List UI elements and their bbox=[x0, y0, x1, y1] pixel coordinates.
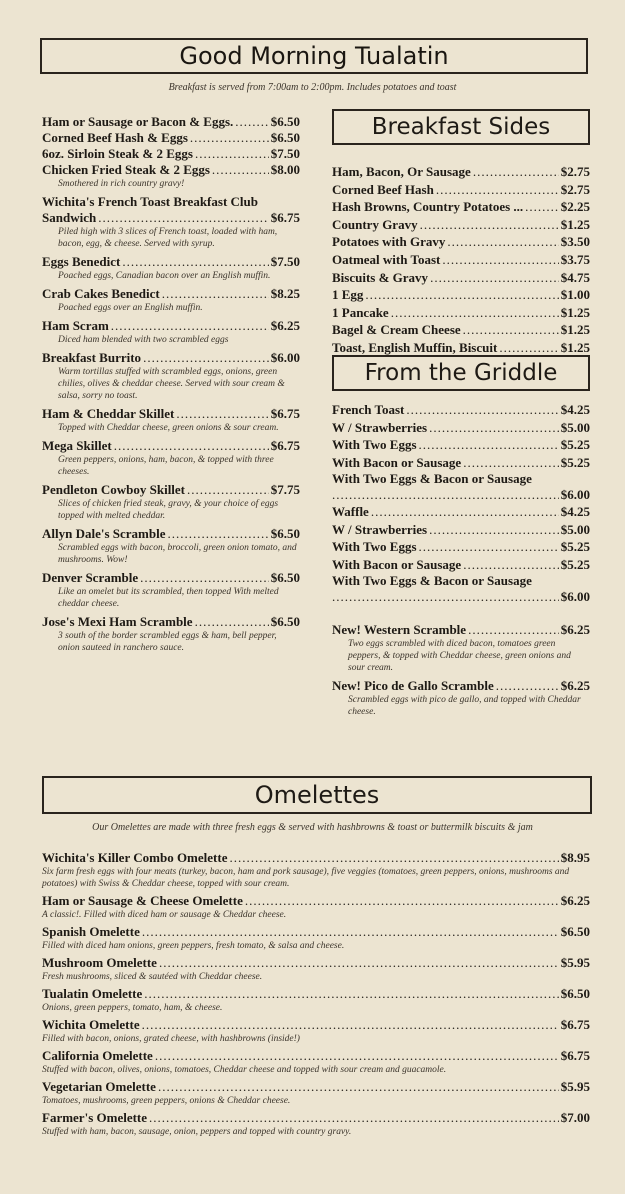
leader-dots bbox=[525, 198, 559, 216]
item-price: $4.75 bbox=[560, 269, 590, 285]
item-price: $5.25 bbox=[560, 437, 590, 452]
menu-item bbox=[42, 254, 300, 270]
menu-item bbox=[42, 146, 300, 162]
item-description: Filled with bacon, onions, grated cheese, with hashbrowns (inside!) bbox=[42, 1034, 300, 1044]
hours-note: Breakfast is served from 7:00am to 2:00pm. Includes potatoes and toast bbox=[168, 82, 457, 93]
leader-dots bbox=[406, 401, 558, 419]
menu-item bbox=[42, 526, 300, 542]
item-price: $5.00 bbox=[560, 419, 590, 435]
item-name: Potatoes with Gravy bbox=[332, 234, 446, 250]
leader-dots bbox=[419, 436, 559, 454]
menu-item bbox=[42, 286, 300, 302]
item-name: Wichita Omelette bbox=[42, 1017, 140, 1032]
item-name: Breakfast Burrito bbox=[42, 350, 142, 365]
leader-dots bbox=[229, 850, 558, 866]
item-name: Mushroom Omelette bbox=[42, 955, 157, 970]
menu-item bbox=[332, 181, 590, 199]
menu-item-price-line bbox=[332, 487, 590, 503]
item-description: Diced ham blended with two scrambled eggs bbox=[58, 335, 229, 345]
item-price: $2.25 bbox=[560, 199, 590, 215]
item-description: Warm tortillas stuffed with scrambled eggs, onions, green chilies, olives & cheddar cheese. Served with sour cream & salsa, sorry no toast. bbox=[58, 367, 285, 401]
item-price: $5.25 bbox=[560, 454, 590, 470]
menu-item bbox=[332, 521, 590, 539]
item-name: New! Western Scramble bbox=[332, 622, 467, 637]
item-price: $6.25 bbox=[560, 622, 590, 637]
item-name: French Toast bbox=[332, 402, 405, 417]
menu-item bbox=[42, 482, 300, 498]
item-price: $6.25 bbox=[270, 318, 300, 333]
item-name: 1 Pancake bbox=[332, 304, 389, 320]
item-price: $7.75 bbox=[270, 482, 300, 497]
menu-item bbox=[332, 436, 590, 454]
item-description: Slices of chicken fried steak, gravy, & your choice of eggs topped with melted cheddar. bbox=[58, 499, 279, 521]
item-price: $6.00 bbox=[560, 589, 590, 604]
item-price: $8.25 bbox=[270, 286, 300, 301]
item-price: $6.00 bbox=[560, 487, 590, 502]
item-price: $1.25 bbox=[560, 322, 590, 338]
leader-dots bbox=[142, 1017, 559, 1033]
item-price: $6.75 bbox=[560, 1048, 590, 1063]
item-name: With Two Eggs bbox=[332, 539, 417, 554]
item-price: $5.95 bbox=[560, 1079, 590, 1094]
menu-item bbox=[42, 893, 590, 909]
item-price: $5.25 bbox=[560, 539, 590, 554]
item-price: $6.75 bbox=[270, 406, 300, 421]
leader-dots bbox=[332, 487, 559, 503]
item-description: Poached eggs over an English muffin. bbox=[58, 303, 203, 313]
leader-dots bbox=[144, 986, 558, 1002]
menu-item bbox=[332, 678, 590, 694]
item-description: Poached eggs, Canadian bacon over an English muffin. bbox=[58, 271, 271, 281]
item-name: Country Gravy bbox=[332, 216, 418, 232]
item-name: California Omelette bbox=[42, 1048, 153, 1063]
item-name: Ham or Sausage & Cheese Omelette bbox=[42, 893, 243, 908]
item-price: $6.50 bbox=[270, 526, 300, 541]
item-price: $6.50 bbox=[270, 614, 300, 629]
leader-dots bbox=[468, 622, 559, 638]
item-name-line: Wichita's French Toast Breakfast Club bbox=[42, 194, 258, 209]
leader-dots bbox=[159, 955, 559, 971]
menu-item bbox=[332, 401, 590, 419]
item-name: Denver Scramble bbox=[42, 570, 139, 585]
menu-item bbox=[332, 339, 590, 357]
omelettes-heading: Omelettes bbox=[42, 776, 592, 814]
item-description: Green peppers, onions, ham, bacon, & topped with three cheeses. bbox=[58, 455, 274, 477]
item-price: $4.25 bbox=[560, 504, 590, 519]
new-items-section bbox=[332, 622, 590, 722]
item-price: $2.75 bbox=[560, 164, 590, 179]
item-name: 6oz. Sirloin Steak & 2 Eggs bbox=[42, 146, 193, 161]
menu-item bbox=[42, 924, 590, 940]
sides-heading: Breakfast Sides bbox=[332, 109, 590, 145]
menu-item bbox=[332, 216, 590, 234]
leader-dots bbox=[463, 454, 559, 472]
leader-dots bbox=[496, 678, 559, 694]
item-name-line: With Two Eggs & Bacon or Sausage bbox=[332, 471, 532, 486]
page-title: Good Morning Tualatin bbox=[40, 38, 588, 74]
menu-item bbox=[42, 1110, 590, 1126]
leader-dots bbox=[122, 254, 268, 270]
item-name: Sandwich bbox=[42, 210, 97, 225]
leader-dots bbox=[365, 286, 558, 304]
item-description: Two eggs scrambled with diced bacon, tomatoes green peppers, & topped with Cheddar cheese, green onions and sour cream. bbox=[348, 639, 571, 673]
leader-dots bbox=[419, 538, 559, 556]
griddle-section bbox=[332, 355, 590, 605]
menu-item bbox=[42, 130, 300, 146]
menu-item bbox=[42, 162, 300, 178]
item-price: $5.25 bbox=[560, 556, 590, 572]
item-name: Vegetarian Omelette bbox=[42, 1079, 156, 1094]
item-name: Allyn Dale's Scramble bbox=[42, 526, 166, 541]
item-name: Eggs Benedict bbox=[42, 254, 121, 269]
leader-dots bbox=[149, 1110, 559, 1126]
menu-item bbox=[332, 251, 590, 269]
menu-item bbox=[42, 406, 300, 422]
item-price: $6.50 bbox=[270, 114, 300, 129]
item-name: Pendleton Cowboy Skillet bbox=[42, 482, 186, 497]
menu-item bbox=[332, 286, 590, 304]
omelettes-intro: Our Omelettes are made with three fresh eggs & served with hashbrowns & toast or buttermilk biscuits & jam bbox=[92, 822, 533, 833]
item-name: Chicken Fried Steak & 2 Eggs bbox=[42, 162, 210, 177]
item-price: $6.25 bbox=[560, 893, 590, 908]
item-name: New! Pico de Gallo Scramble bbox=[332, 678, 494, 693]
menu-item bbox=[42, 614, 300, 630]
item-description: Fresh mushrooms, sliced & sautéed with Cheddar cheese. bbox=[42, 972, 263, 982]
item-price: $6.25 bbox=[560, 678, 590, 693]
leader-dots bbox=[429, 521, 559, 539]
item-description: Topped with Cheddar cheese, green onions & sour cream. bbox=[58, 423, 279, 433]
leader-dots bbox=[447, 233, 558, 251]
menu-item bbox=[42, 210, 300, 226]
griddle-list bbox=[332, 401, 590, 605]
menu-item bbox=[332, 163, 590, 181]
item-price: $8.95 bbox=[560, 850, 590, 865]
item-price: $7.50 bbox=[270, 146, 300, 161]
item-description: A classic!. Filled with diced ham or sausage & Cheddar cheese. bbox=[42, 910, 287, 920]
item-name: Mega Skillet bbox=[42, 438, 112, 453]
leader-dots bbox=[499, 339, 558, 357]
item-description: Like an omelet but its scrambled, then topped With melted cheddar cheese. bbox=[58, 587, 279, 609]
item-name: W / Strawberries bbox=[332, 419, 428, 435]
item-name: Crab Cakes Benedict bbox=[42, 286, 160, 301]
omelettes-list bbox=[42, 850, 590, 1141]
item-name: Waffle bbox=[332, 504, 369, 519]
leader-dots bbox=[442, 251, 558, 269]
item-price: $6.75 bbox=[560, 1017, 590, 1032]
item-name: Wichita's Killer Combo Omelette bbox=[42, 850, 228, 865]
item-price: $5.00 bbox=[560, 521, 590, 537]
item-price: $1.25 bbox=[560, 339, 590, 355]
item-description: Onions, green peppers, tomato, ham, & cheese. bbox=[42, 1003, 223, 1013]
leader-dots bbox=[162, 286, 269, 302]
item-price: $3.50 bbox=[560, 234, 590, 250]
item-description: Piled high with 3 slices of French toast, loaded with ham, bacon, egg, & cheese. Served with syrup. bbox=[58, 227, 278, 249]
item-name-line: With Two Eggs & Bacon or Sausage bbox=[332, 573, 532, 588]
item-price: $1.25 bbox=[560, 216, 590, 232]
menu-item bbox=[42, 986, 590, 1002]
leader-dots bbox=[142, 924, 559, 940]
item-price: $6.75 bbox=[270, 438, 300, 453]
leader-dots bbox=[235, 114, 268, 130]
item-name: Corned Beef Hash bbox=[332, 181, 434, 197]
item-name: Jose's Mexi Ham Scramble bbox=[42, 614, 193, 629]
menu-item bbox=[332, 556, 590, 574]
item-price: $6.75 bbox=[270, 210, 300, 225]
leader-dots bbox=[245, 893, 559, 909]
menu-item bbox=[332, 503, 590, 521]
item-name: Ham or Sausage or Bacon & Eggs. bbox=[42, 114, 234, 129]
item-price: $7.00 bbox=[560, 1110, 590, 1125]
item-description: Smothered in rich country gravy! bbox=[58, 179, 185, 189]
item-price: $6.50 bbox=[270, 570, 300, 585]
item-name: Oatmeal with Toast bbox=[332, 251, 441, 267]
leader-dots bbox=[140, 570, 269, 586]
leader-dots bbox=[391, 304, 559, 322]
leader-dots bbox=[168, 526, 269, 542]
item-description: Six farm fresh eggs with four meats (turkey, bacon, ham and pork sausage), five veggies (tomatoes, green peppers, onions, mushrooms and potatoes) with Swiss & Cheddar cheese, topped with sour cream. bbox=[42, 867, 570, 889]
menu-item bbox=[332, 622, 590, 638]
leader-dots bbox=[436, 181, 559, 199]
menu-item bbox=[332, 233, 590, 251]
menu-item bbox=[42, 438, 300, 454]
item-price: $2.75 bbox=[560, 181, 590, 197]
item-name: Farmer's Omelette bbox=[42, 1110, 148, 1125]
leader-dots bbox=[420, 216, 559, 234]
leader-dots bbox=[143, 350, 269, 366]
item-description: Tomatoes, mushrooms, green peppers, onions & Cheddar cheese. bbox=[42, 1096, 291, 1106]
leader-dots bbox=[98, 210, 269, 226]
item-description: Scrambled eggs with pico de gallo, and topped with Cheddar cheese. bbox=[348, 695, 581, 717]
menu-item bbox=[332, 304, 590, 322]
menu-item bbox=[42, 1017, 590, 1033]
item-name: Biscuits & Gravy bbox=[332, 269, 429, 285]
item-price: $1.00 bbox=[560, 287, 590, 303]
item-description: Filled with diced ham onions, green peppers, fresh tomato, & salsa and cheese. bbox=[42, 941, 345, 951]
leader-dots bbox=[114, 438, 269, 454]
leader-dots bbox=[187, 482, 269, 498]
item-name: 1 Egg bbox=[332, 287, 364, 303]
leader-dots bbox=[195, 146, 269, 162]
menu-item bbox=[42, 570, 300, 586]
leader-dots bbox=[332, 589, 559, 605]
menu-item bbox=[42, 318, 300, 334]
leader-dots bbox=[155, 1048, 559, 1064]
leader-dots bbox=[111, 318, 269, 334]
item-price: $6.50 bbox=[560, 986, 590, 1001]
item-name: Ham, Bacon, Or Sausage bbox=[332, 164, 471, 179]
leader-dots bbox=[158, 1079, 559, 1095]
item-name: Toast, English Muffin, Biscuit bbox=[332, 339, 498, 355]
item-name: Tualatin Omelette bbox=[42, 986, 143, 1001]
menu-item bbox=[42, 114, 300, 130]
item-name: With Two Eggs bbox=[332, 437, 417, 452]
item-price: $6.50 bbox=[270, 130, 300, 145]
leader-dots bbox=[430, 269, 559, 287]
menu-item bbox=[42, 850, 590, 866]
item-name: Ham & Cheddar Skillet bbox=[42, 406, 175, 421]
item-price: $4.25 bbox=[560, 402, 590, 417]
item-name: Hash Browns, Country Potatoes ... bbox=[332, 199, 524, 215]
item-name: With Bacon or Sausage bbox=[332, 556, 462, 572]
menu-item bbox=[42, 350, 300, 366]
item-description: 3 south of the border scrambled eggs & ham, bell pepper, onion sauteed in ranchero sauce. bbox=[58, 631, 277, 653]
leader-dots bbox=[176, 406, 268, 422]
leader-dots bbox=[473, 163, 559, 181]
item-price: $8.00 bbox=[270, 162, 300, 177]
menu-item bbox=[332, 538, 590, 556]
item-description: Stuffed with ham, bacon, sausage, onion, peppers and topped with country gravy. bbox=[42, 1127, 352, 1137]
item-price: $1.25 bbox=[560, 304, 590, 320]
item-price: $5.95 bbox=[560, 955, 590, 970]
item-name: Spanish Omelette bbox=[42, 924, 140, 939]
leader-dots bbox=[463, 321, 559, 339]
leader-dots bbox=[190, 130, 269, 146]
leader-dots bbox=[463, 556, 559, 574]
item-price: $7.50 bbox=[270, 254, 300, 269]
leader-dots bbox=[371, 503, 559, 521]
menu-item bbox=[332, 321, 590, 339]
item-description: Scrambled eggs with bacon, broccoli, green onion tomato, and mushrooms. Wow! bbox=[58, 543, 297, 565]
menu-item bbox=[42, 1079, 590, 1095]
leader-dots bbox=[429, 419, 559, 437]
item-price: $3.75 bbox=[560, 251, 590, 267]
breakfast-sides-section bbox=[332, 109, 590, 357]
griddle-heading: From the Griddle bbox=[332, 355, 590, 391]
menu-item bbox=[332, 269, 590, 287]
menu-item bbox=[42, 955, 590, 971]
item-price: $6.00 bbox=[270, 350, 300, 365]
sides-list bbox=[332, 155, 590, 357]
item-name: W / Strawberries bbox=[332, 521, 428, 537]
menu-item bbox=[332, 198, 590, 216]
item-name: Corned Beef Hash & Eggs bbox=[42, 130, 188, 145]
menu-item bbox=[42, 1048, 590, 1064]
item-description: Stuffed with bacon, olives, onions, tomatoes, Cheddar cheese and topped with sour cream and guacamole. bbox=[42, 1065, 447, 1075]
item-name: Bagel & Cream Cheese bbox=[332, 322, 461, 338]
breakfast-entrees-list bbox=[42, 114, 300, 658]
menu-item bbox=[332, 419, 590, 437]
menu-item-price-line bbox=[332, 589, 590, 605]
item-name: With Bacon or Sausage bbox=[332, 454, 462, 470]
item-price: $6.50 bbox=[560, 924, 590, 939]
leader-dots bbox=[195, 614, 269, 630]
menu-item bbox=[332, 454, 590, 472]
item-name: Ham Scram bbox=[42, 318, 109, 333]
leader-dots bbox=[212, 162, 269, 178]
